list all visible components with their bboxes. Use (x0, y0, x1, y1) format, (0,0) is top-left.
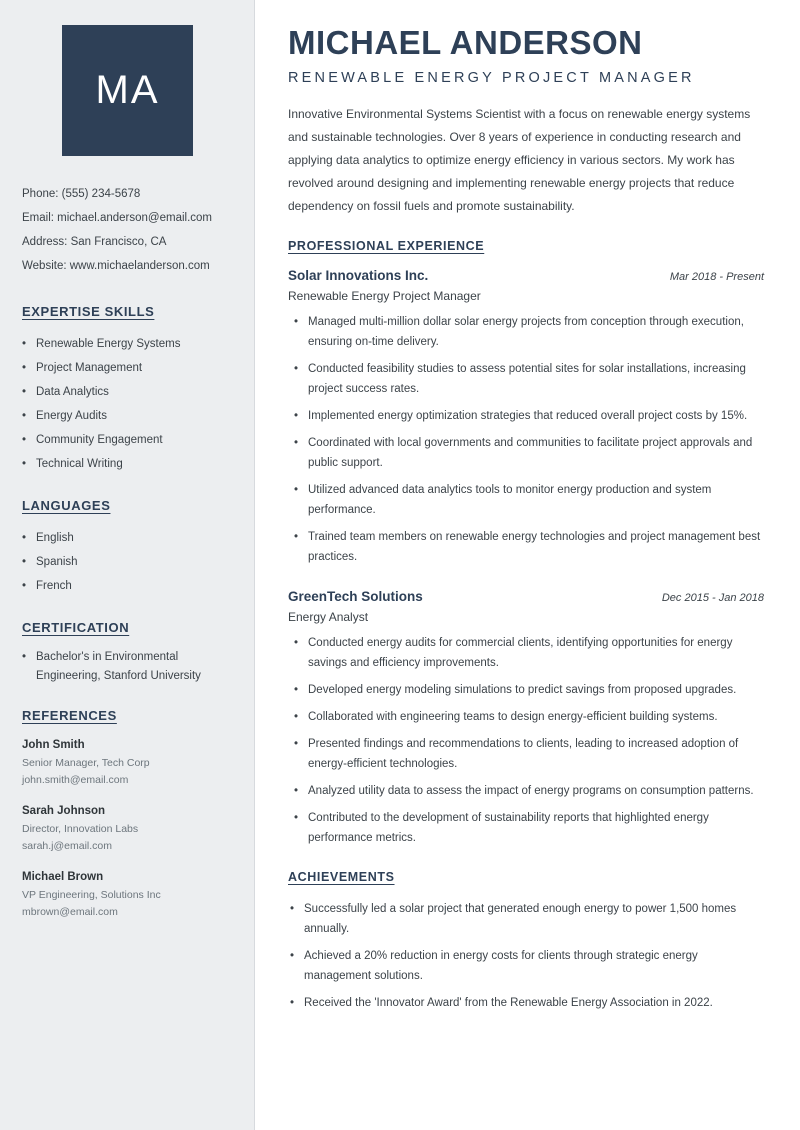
list-item: • English (22, 526, 233, 550)
professional-summary: Innovative Environmental Systems Scientist with a focus on renewable energy systems and sustainable technologies. Over 8 years of experience in conducting research and applying data analytics to optimize energy efficiency in various sectors. My work has revolved around designing and implementing renewable energy projects that reduce dependency on fossil fuels and promote sustainability. (288, 107, 751, 213)
list-item: • Received the 'Innovator Award' from the Renewable Energy Association in 2022. (288, 993, 764, 1013)
list-item: • Bachelor's in Environmental Engineering, Stanford University (22, 648, 233, 686)
reference-role: Director, Innovation Labs (22, 823, 139, 835)
list-item: • Successfully led a solar project that generated enough energy to power 1,500 homes annually. (288, 899, 764, 939)
list-item: • Achieved a 20% reduction in energy costs for clients through strategic energy management solutions. (288, 946, 764, 986)
list-item: • Presented findings and recommendations to clients, leading to increased adoption of energy-efficient technologies. (288, 734, 764, 774)
expertise-skills-section (22, 304, 233, 476)
contact-phone: Phone: (555) 234-5678 (22, 188, 141, 200)
job-role-subtitle: RENEWABLE ENERGY PROJECT MANAGER (288, 70, 695, 86)
achievements-list (288, 899, 764, 1013)
list-item: • Spanish (22, 550, 233, 574)
reference-item (22, 868, 233, 921)
experience-title: Energy Analyst (288, 610, 369, 624)
certification-heading: CERTIFICATION (22, 620, 130, 635)
reference-item (22, 736, 233, 789)
references-section (22, 708, 233, 921)
list-item: • Coordinated with local governments and communities to facilitate project approvals and public support. (288, 433, 764, 473)
list-item: • Conducted feasibility studies to assess potential sites for solar installations, increasing project success rates. (288, 359, 764, 399)
experience-company: Solar Innovations Inc. (288, 268, 429, 283)
reference-name: Michael Brown (22, 871, 104, 883)
avatar-container (22, 0, 233, 156)
list-item: • Contributed to the development of sustainability reports that highlighted energy performance metrics. (288, 808, 764, 848)
contact-block (22, 182, 233, 278)
languages-section (22, 498, 233, 598)
list-item: • Community Engagement (22, 428, 233, 452)
list-item: • Managed multi-million dollar solar energy projects from conception through execution, ensuring on-time delivery. (288, 312, 764, 352)
experience-dates: Mar 2018 - Present (669, 271, 764, 283)
experience-header (288, 268, 764, 283)
languages-heading: LANGUAGES (22, 498, 111, 513)
contact-address: Address: San Francisco, CA (22, 236, 167, 248)
reference-email: mbrown@email.com (22, 906, 118, 918)
list-item: • Data Analytics (22, 380, 233, 404)
list-item: • Technical Writing (22, 452, 233, 476)
list-item: • Trained team members on renewable energy technologies and project management best practices. (288, 527, 764, 567)
expertise-skills-heading: EXPERTISE SKILLS (22, 304, 155, 319)
reference-name: John Smith (22, 739, 85, 751)
list-item: • Analyzed utility data to assess the impact of energy programs on consumption patterns. (288, 781, 764, 801)
expertise-skills-list (22, 332, 233, 476)
list-item: • Renewable Energy Systems (22, 332, 233, 356)
achievements-heading: ACHIEVEMENTS (288, 870, 395, 884)
avatar-monogram: MA (62, 25, 193, 156)
experience-bullets (288, 312, 764, 567)
contact-website: Website: www.michaelanderson.com (22, 260, 210, 272)
experience-company: GreenTech Solutions (288, 589, 423, 604)
list-item: • Project Management (22, 356, 233, 380)
experience-item (288, 589, 764, 848)
list-item: • Developed energy modeling simulations to predict savings from proposed upgrades. (288, 680, 764, 700)
reference-role: VP Engineering, Solutions Inc (22, 889, 161, 901)
main-content (255, 0, 800, 1130)
languages-list (22, 526, 233, 598)
list-item: • French (22, 574, 233, 598)
page-title: MICHAEL ANDERSON (288, 24, 643, 61)
list-item: • Utilized advanced data analytics tools to monitor energy production and system performance. (288, 480, 764, 520)
contact-email: Email: michael.anderson@email.com (22, 212, 212, 224)
list-item: • Collaborated with engineering teams to design energy-efficient building systems. (288, 707, 764, 727)
professional-experience-heading: PROFESSIONAL EXPERIENCE (288, 239, 485, 253)
references-heading: REFERENCES (22, 708, 117, 723)
reference-email: john.smith@email.com (22, 774, 129, 786)
experience-title: Renewable Energy Project Manager (288, 289, 481, 303)
list-item: • Implemented energy optimization strategies that reduced overall project costs by 15%. (288, 406, 764, 426)
experience-header (288, 589, 764, 604)
experience-bullets (288, 633, 764, 848)
list-item: • Energy Audits (22, 404, 233, 428)
certification-section (22, 620, 233, 686)
reference-role: Senior Manager, Tech Corp (22, 757, 150, 769)
reference-email: sarah.j@email.com (22, 840, 113, 852)
certification-list (22, 648, 233, 686)
reference-name: Sarah Johnson (22, 805, 106, 817)
list-item: • Conducted energy audits for commercial clients, identifying opportunities for energy savings and efficiency improvements. (288, 633, 764, 673)
sidebar (0, 0, 255, 1130)
experience-dates: Dec 2015 - Jan 2018 (661, 592, 764, 604)
experience-item (288, 268, 764, 567)
reference-item (22, 802, 233, 855)
